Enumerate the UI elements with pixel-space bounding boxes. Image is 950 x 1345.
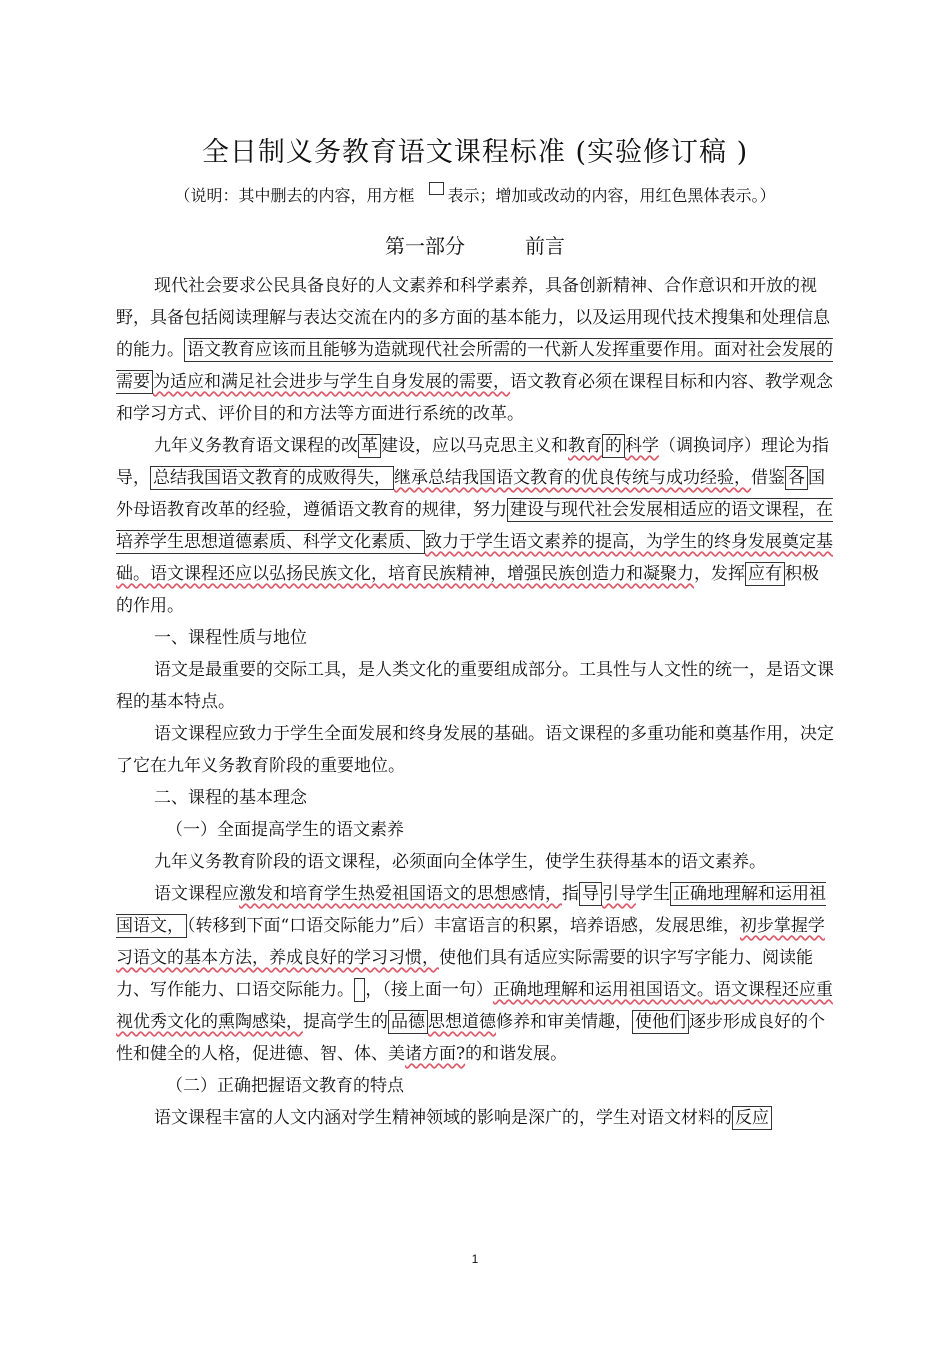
section-name: 前言 bbox=[525, 234, 565, 258]
deleted-text: 反应 bbox=[732, 1106, 772, 1130]
text-run: 修养和审美情趣， bbox=[496, 1012, 632, 1032]
deleted-text: 正确地理解和运用祖国语文， bbox=[116, 884, 826, 936]
deleted-text: 导 bbox=[579, 882, 602, 906]
added-text: 继承总结我国语文教育的优良传统与成功经验， bbox=[394, 468, 751, 488]
deleted-text: 应有 bbox=[745, 562, 785, 586]
text-run: ，发挥 bbox=[694, 564, 745, 584]
added-text: 正确地理解和运用祖国语文。 bbox=[492, 980, 714, 1000]
document-title: 全日制义务教育语文课程标准 (实验修订稿 ) bbox=[201, 137, 749, 168]
added-text: 致力于学生语文素养的提高，为学生的终身发展奠定基础。语文课程还应以弘扬民族文化，培育民族精神，增强民族创造力和凝聚力 bbox=[116, 532, 833, 584]
paragraph-course-goals bbox=[116, 878, 834, 1070]
deleted-text: 革 bbox=[358, 434, 381, 458]
added-text: 激发和培育学生热爱祖国语文的思想感情， bbox=[239, 884, 562, 904]
text-run: 的和谐发展。 bbox=[465, 1044, 568, 1064]
text-run: 九年义务教育语文课程的改 bbox=[154, 436, 358, 456]
paragraph-characteristics bbox=[116, 1102, 834, 1134]
deleted-text: 品德 bbox=[388, 1010, 428, 1034]
paragraph-reform bbox=[116, 430, 834, 622]
text-run: （转移到下面“口语交际能力”后）丰富语言的积累，培养语感，发展思维， bbox=[187, 916, 740, 936]
added-text: 语文课程还应重视优秀文化的熏陶感染， bbox=[116, 980, 833, 1032]
paragraph-nature: 语文是最重要的交际工具，是人类文化的重要组成部分。工具性与人文性的统一，是语文课程的基本特点。 bbox=[116, 660, 834, 712]
text-run: 建设，应以马克思主义和 bbox=[381, 436, 568, 456]
deleted-text: 使他们 bbox=[632, 1010, 689, 1034]
text-run: ，（接上面一句） bbox=[365, 980, 493, 1000]
text-run: 国外母语教育改革的经验，遵循语文教育的规律，努力 bbox=[116, 468, 825, 520]
deleted-text: 的 bbox=[602, 434, 625, 458]
note-text-before: （说明：其中删去的内容，用方框 bbox=[174, 186, 415, 205]
added-text: 科学 bbox=[625, 436, 659, 456]
deleted-text: 语文教育应该而且能够为造就现代社会所需的一代新人发挥重要作用。面对社会发展的需要 bbox=[116, 340, 833, 392]
text-run: 学生 bbox=[636, 884, 670, 904]
heading-characteristics: （二）正确把握语文教育的特点 bbox=[166, 1076, 404, 1096]
deleted-text: 总结我国语文教育的成败得失， bbox=[150, 466, 394, 490]
deletion-box-sample-icon bbox=[429, 182, 444, 195]
heading-basic-ideas: 二、课程的基本理念 bbox=[154, 788, 307, 808]
text-run: 指 bbox=[562, 884, 579, 904]
deleted-text: 建设与现代社会发展相适应的语文课程，在培养学生思想道德素质、科学文化素质、 bbox=[116, 500, 833, 552]
text-run: 现代社会要求公民具备良好的人文素养和科学素养，具备创新精神、合作意识和开放的视野，具备包括阅读理解与表达交流在内的多方面的基本能力，以及运用现代技术搜集和处理信息的能力。 bbox=[116, 276, 830, 360]
note-text-after: 表示；增加或改动的内容，用红色黑体表示。） bbox=[447, 186, 776, 205]
heading-course-nature: 一、课程性质与地位 bbox=[154, 628, 307, 648]
paragraph-intro bbox=[116, 270, 834, 430]
text-run: 语文课程应 bbox=[154, 884, 239, 904]
deleted-text bbox=[354, 978, 365, 1002]
text-run: 积极的作用。 bbox=[116, 564, 819, 616]
page-number: 1 bbox=[471, 1252, 479, 1266]
added-text: 诸方面? bbox=[405, 1044, 466, 1064]
heading-literacy: （一）全面提高学生的语文素养 bbox=[166, 820, 404, 840]
added-text: 思想道德 bbox=[428, 1012, 496, 1032]
added-text: 引导 bbox=[602, 884, 636, 904]
added-text: 为适应和满足社会进步与学生自身发展的需要， bbox=[153, 372, 510, 392]
text-run: 语文课程丰富的人文内涵对学生精神领域的影响是深广的，学生对语文材料的 bbox=[154, 1108, 732, 1128]
legend-note bbox=[0, 182, 950, 206]
text-run: 语文教育必须在课程目标和内容、教学观念和学习方式、评价目的和方法等方面进行系统的改革。 bbox=[116, 372, 833, 424]
section-part: 第一部分 bbox=[385, 234, 465, 258]
document-body bbox=[116, 270, 834, 1134]
text-run: 借鉴 bbox=[751, 468, 785, 488]
text-run: 提高学生的 bbox=[303, 1012, 388, 1032]
section-heading bbox=[0, 230, 950, 259]
added-text: 教育 bbox=[568, 436, 602, 456]
added-text: 初步掌握学习语文的基本方法，养成良好的学习习惯， bbox=[116, 916, 825, 968]
text-run: 逐步形成良好的个性和健全的人格，促进德、智、体、美 bbox=[116, 1012, 825, 1064]
text-run: （调换词序）理论为指导， bbox=[116, 436, 829, 488]
paragraph-literacy: 九年义务教育阶段的语文课程，必须面向全体学生，使学生获得基本的语文素养。 bbox=[154, 852, 766, 872]
deleted-text: 各 bbox=[785, 466, 808, 490]
text-run: 使他们具有适应实际需要的识字写字能力、阅读能力、写作能力、口语交际能力。 bbox=[116, 948, 813, 1000]
paragraph-status: 语文课程应致力于学生全面发展和终身发展的基础。语文课程的多重功能和奠基作用，决定了它在九年义务教育阶段的重要地位。 bbox=[116, 724, 834, 776]
